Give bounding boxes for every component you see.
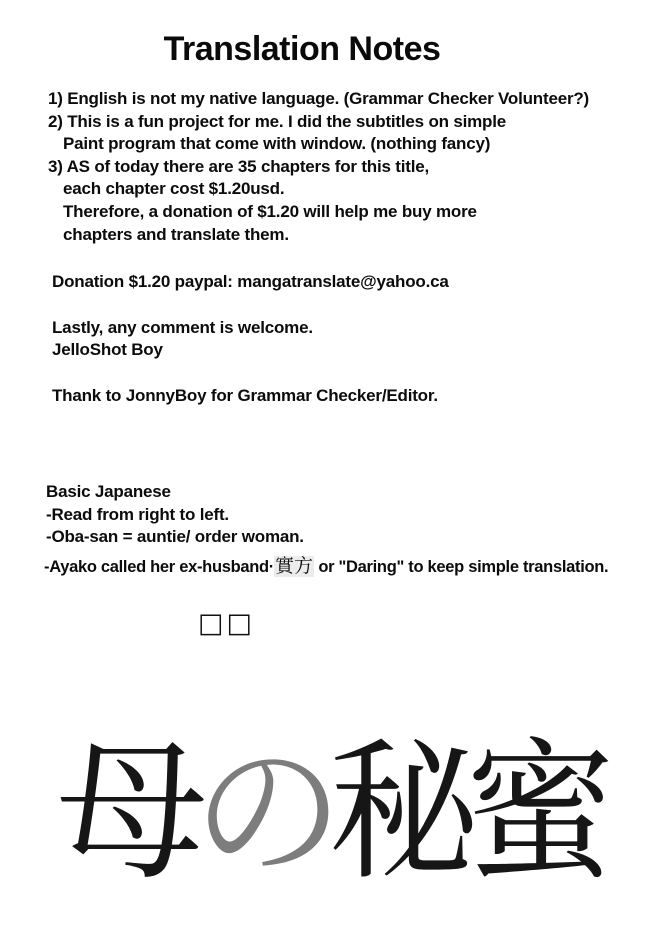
note-line: 2) This is a fun project for me. I did the subtitles on simple xyxy=(48,111,506,131)
kanji-mother: 母 xyxy=(56,730,192,898)
manga-title-art xyxy=(56,730,636,898)
numbered-notes-list xyxy=(48,88,644,246)
basic-japanese-item: -Oba-san = auntie/ order woman. xyxy=(46,527,304,547)
page-title: Translation Notes xyxy=(163,30,441,68)
thanks-line: Thank to JonnyBoy for Grammar Checker/Editor. xyxy=(52,386,438,405)
note-line: chapters and translate them. xyxy=(63,224,289,244)
note-line: each chapter cost $1.20usd. xyxy=(63,179,285,199)
note-line: Therefore, a donation of $1.20 will help me buy more xyxy=(63,201,477,221)
note-line: Paint program that come with window. (nothing fancy) xyxy=(63,134,491,154)
kanji-secret-honey: 秘蜜 xyxy=(328,730,600,898)
basic-japanese-heading: Basic Japanese xyxy=(46,482,171,501)
ayako-note-prefix: -Ayako called her ex-husband· xyxy=(44,558,275,576)
note-line: 1) English is not my native language. (Grammar Checker Volunteer?) xyxy=(48,89,590,108)
basic-japanese-section xyxy=(46,481,304,549)
anata-kanji-highlight: 實方 xyxy=(275,556,314,577)
comments-welcome-line: Lastly, any comment is welcome. xyxy=(52,318,313,337)
basic-japanese-item: -Read from right to left. xyxy=(46,504,229,524)
kana-no-gray: の xyxy=(192,730,328,898)
ayako-note-suffix: or "Daring" to keep simple translation. xyxy=(314,558,609,576)
donation-paypal-line: Donation $1.20 paypal: mangatranslate@yahoo.ca xyxy=(52,272,449,291)
ayako-translation-note xyxy=(44,551,608,578)
missing-glyph-boxes: □□ xyxy=(198,608,256,639)
note-line: 3) AS of today there are 35 chapters for this title, xyxy=(48,156,430,176)
translator-signature: JelloShot Boy xyxy=(52,340,163,359)
